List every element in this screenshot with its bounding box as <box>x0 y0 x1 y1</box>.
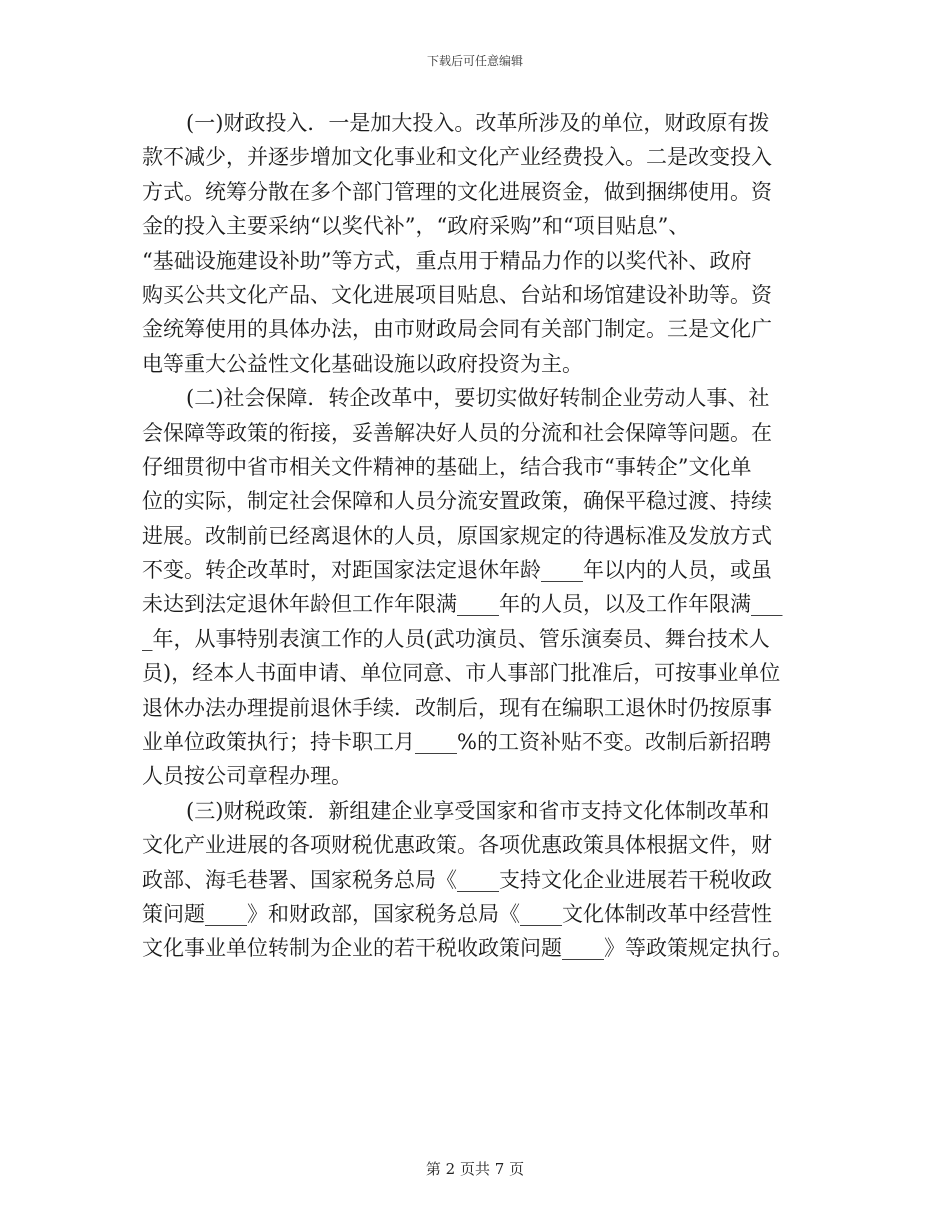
page-header: 下载后可任意编辑 <box>426 54 523 68</box>
text-line: (三)财税政策．新组建企业享受国家和省市支持文化体制改革和 <box>186 798 770 823</box>
text-line: 政部、海毛巷署、国家税务总局《____支持文化企业进展若干税收政 <box>142 867 772 892</box>
text-line: 进展。改制前已经离退休的人员，原国家规定的待遇标准及发放方式 <box>142 523 772 548</box>
text-line: 退休办法办理提前退休手续．改制后，现有在编职工退休时仍按原事 <box>142 695 772 720</box>
text-line: 人员按公司章程办理。 <box>142 764 352 789</box>
text-line: 员)，经本人书面申请、单位同意、市人事部门批准后，可按事业单位 <box>142 661 781 686</box>
text-line: 款不减少，并逐步增加文化事业和文化产业经费投入。二是改变投入 <box>142 145 772 170</box>
text-line: 电等重大公益性文化基础设施以政府投资为主。 <box>142 351 583 376</box>
text-line: _年，从事特别表演工作的人员(武功演员、管乐演奏员、舞台技术人 <box>142 626 770 651</box>
page-number: 第 2 页共 7 页 <box>425 1160 525 1178</box>
text-line: 文化产业进展的各项财税优惠政策。各项优惠政策具体根据文件，财 <box>142 833 772 858</box>
text-line: 金统筹使用的具体办法，由市财政局会同有关部门制定。三是文化广 <box>142 317 772 342</box>
text-line: 仔细贯彻中省市相关文件精神的基础上，结合我市“事转企”文化单 <box>142 454 752 479</box>
text-line: 文化事业单位转制为企业的若干税收政策问题____》等政策规定执行。 <box>142 936 793 961</box>
text-line: 方式。统筹分散在多个部门管理的文化进展资金，做到捆绑使用。资 <box>142 179 772 204</box>
document-body <box>142 106 810 966</box>
text-line: 购买公共文化产品、文化进展项目贴息、台站和场馆建设补助等。资 <box>142 282 772 307</box>
text-line: 未达到法定退休年龄但工作年限满____年的人员，以及工作年限满___ <box>142 592 783 617</box>
text-line: 金的投入主要采纳“以奖代补”，“政府采购”和“项目贴息”、 <box>142 214 690 239</box>
text-line: 策问题____》和财政部，国家税务总局《____文化体制改革中经营性 <box>142 901 772 926</box>
text-line: 位的实际，制定社会保障和人员分流安置政策，确保平稳过渡、持续 <box>142 489 772 514</box>
text-line: 会保障等政策的衔接，妥善解决好人员的分流和社会保障等问题。在 <box>142 420 772 445</box>
text-line: “基础设施建设补助”等方式，重点用于精品力作的以奖代补、政府 <box>142 248 752 273</box>
text-line: 不变。转企改革时，对距国家法定退休年龄____年以内的人员，或虽 <box>142 558 772 583</box>
text-line: (一)财政投入．一是加大投入。改革所涉及的单位，财政原有拨 <box>186 111 770 135</box>
text-line: (二)社会保障．转企改革中，要切实做好转制企业劳动人事、社 <box>186 386 770 411</box>
text-line: 业单位政策执行；持卡职工月____%的工资补贴不变。改制后新招聘 <box>142 730 771 755</box>
